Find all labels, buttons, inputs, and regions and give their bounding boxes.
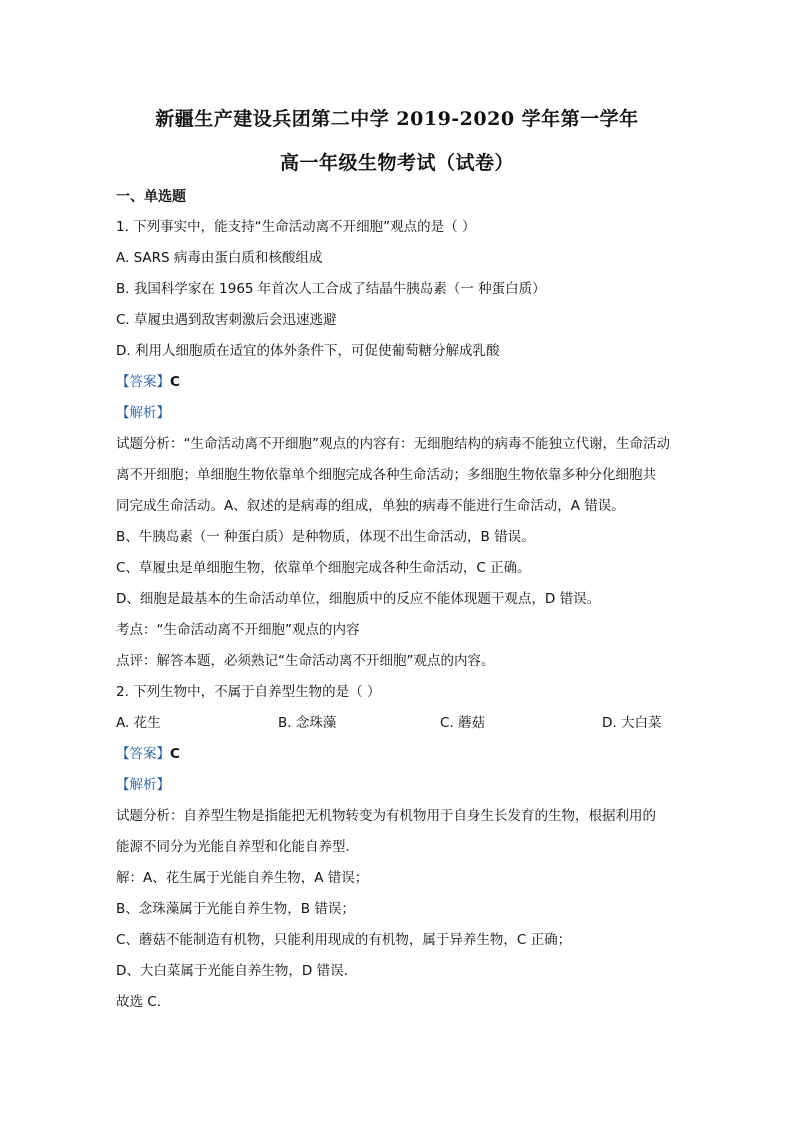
q2-analysis-line: C、蘑菇不能制造有机物，只能利用现成的有机物，属于异养生物，C 正确； — [116, 932, 572, 948]
q2-option-d: D. 大白菜 — [602, 715, 662, 731]
q1-answer-tag: 【答案】 — [116, 374, 170, 390]
q2-question: 2. 下列生物中，不属于自养型生物的是（ ） — [116, 684, 381, 700]
exam-content — [116, 212, 686, 1018]
q1-question: 1. 下列事实中，能支持“生命活动离不开细胞”观点的是（ ） — [116, 219, 476, 235]
q1-analysis-line: 同完成生命活动。A、叙述的是病毒的组成，单独的病毒不能进行生命活动，A 错误。 — [116, 498, 625, 514]
q2-options — [116, 708, 686, 739]
q1-analysis-line: 点评：解答本题，必须熟记“生命活动离不开细胞”观点的内容。 — [116, 653, 495, 669]
q2-option-b: B. 念珠藻 — [278, 715, 337, 731]
q1-answer — [116, 367, 686, 398]
q1-option-c: C. 草履虫遇到敌害刺激后会迅速逃避 — [116, 312, 337, 328]
q2-analysis-line: B、念珠藻属于光能自养生物，B 错误； — [116, 901, 355, 917]
exam-title-line2: 高一年级生物考试（试卷） — [279, 152, 514, 174]
q1-analysis-line: D、细胞是最基本的生命活动单位，细胞质中的反应不能体现题干观点，D 错误。 — [116, 591, 601, 607]
q2-analysis-line: 试题分析：自养型生物是指能把无机物转变为有机物用于自身生长发育的生物，根据利用的 — [116, 808, 656, 824]
q1-option-d: D. 利用人细胞质在适宜的体外条件下，可促使葡萄糖分解成乳酸 — [116, 343, 500, 359]
q1-analysis-line: B、牛胰岛素（一 种蛋白质）是种物质，体现不出生命活动，B 错误。 — [116, 529, 535, 545]
q2-analysis-line: 解：A、花生属于光能自养生物，A 错误； — [116, 870, 369, 886]
exam-title-line1: 新疆生产建设兵团第二中学 2019-2020 学年第一学年 — [155, 108, 639, 130]
q1-option-a: A. SARS 病毒由蛋白质和核酸组成 — [116, 250, 323, 266]
q1-answer-value: C — [170, 374, 180, 390]
q1-analysis-line: C、草履虫是单细胞生物，依靠单个细胞完成各种生命活动，C 正确。 — [116, 560, 531, 576]
q2-answer-tag: 【答案】 — [116, 746, 170, 762]
q2-option-c: C. 蘑菇 — [440, 715, 486, 731]
q2-answer — [116, 739, 686, 770]
q1-option-b: B. 我国科学家在 1965 年首次人工合成了结晶牛胰岛素（一 种蛋白质） — [116, 281, 546, 297]
q1-analysis-line: 离不开细胞；单细胞生物依靠单个细胞完成各种生命活动；多细胞生物依靠多种分化细胞共 — [116, 467, 656, 483]
section-heading: 一、单选题 — [116, 189, 186, 205]
q2-analysis-tag: 【解析】 — [116, 777, 170, 793]
q2-analysis-line: D、大白菜属于光能自养生物，D 错误． — [116, 963, 358, 979]
q1-analysis-tag: 【解析】 — [116, 405, 170, 421]
q2-analysis-line: 故选 C． — [116, 994, 171, 1010]
q2-answer-value: C — [170, 746, 180, 762]
q1-analysis-line: 考点：“生命活动离不开细胞”观点的内容 — [116, 622, 360, 638]
q1-analysis-line: 试题分析：“生命活动离不开细胞”观点的内容有：无细胞结构的病毒不能独立代谢，生命活动 — [116, 436, 670, 452]
q2-option-a: A. 花生 — [116, 715, 161, 731]
q2-analysis-line: 能源不同分为光能自养型和化能自养型． — [116, 839, 359, 855]
